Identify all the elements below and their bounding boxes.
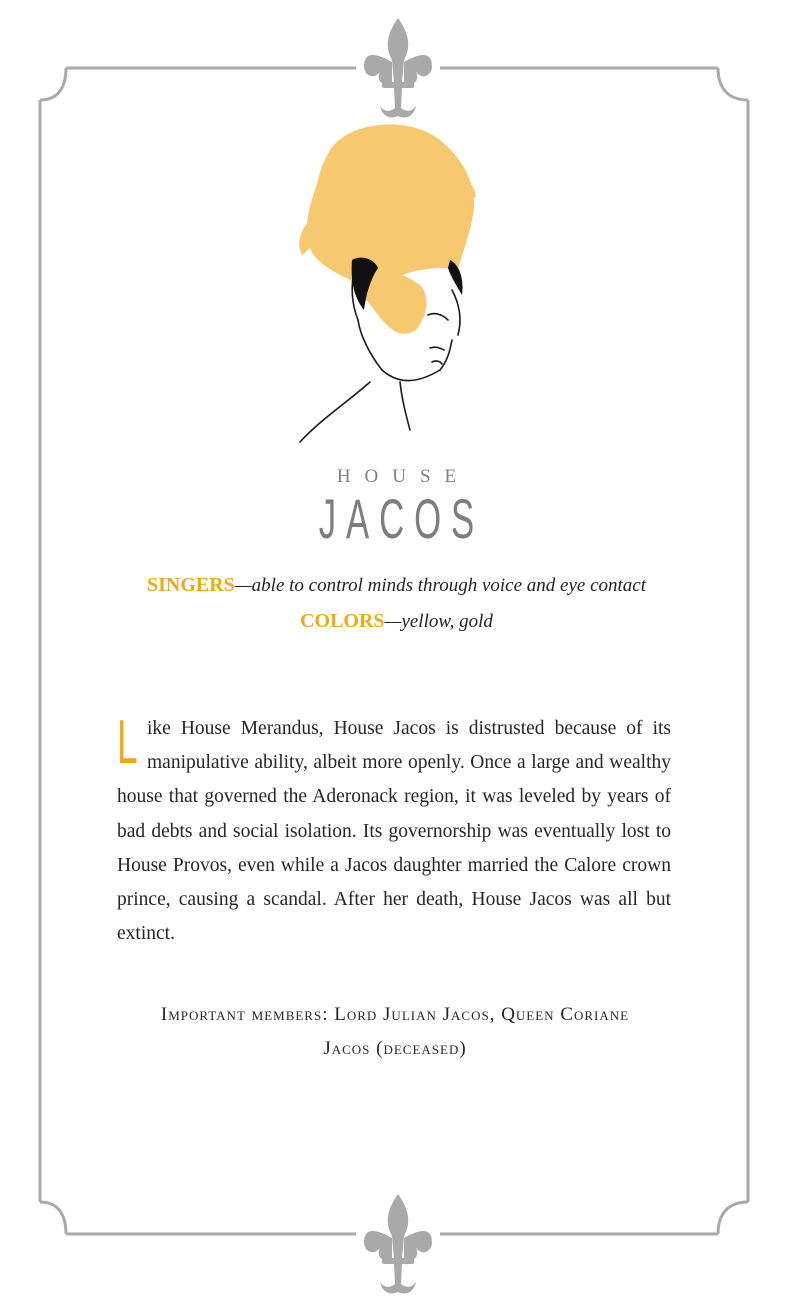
drop-cap: L (117, 708, 138, 777)
colors-key: COLORS (300, 610, 385, 632)
ability-description: —able to control minds through voice and eye contact (234, 575, 647, 596)
fleur-de-lis-icon (364, 18, 432, 118)
fleur-de-lis-icon (364, 1194, 432, 1294)
house-label: HOUSE (336, 466, 471, 487)
house-name-title: JACOS (318, 487, 485, 550)
colors-line (0, 610, 793, 633)
ability-key: SINGERS (146, 574, 235, 596)
important-members (110, 998, 680, 1066)
members-line-1: Important members: Lord Julian Jacos, Queen Coriane (160, 1004, 630, 1025)
paragraph-text: ike House Merandus, House Jacos is distrusted because of its manipulative ability, albeit more openly. Once a large and wealthy house that governed the Aderonack region, it was leveled by years of bad debts and social isolation. Its governorship was eventually lost to House Provos, even while a Jacos daughter married the Calore crown prince, causing a scandal. After her death, House Jacos was all but extinct. (117, 718, 671, 945)
ability-line (0, 574, 793, 597)
colors-description: —yellow, gold (384, 611, 493, 632)
members-line-2: Jacos (deceased) (323, 1038, 467, 1059)
house-description-paragraph (117, 708, 671, 951)
portrait-illustration (290, 120, 490, 450)
